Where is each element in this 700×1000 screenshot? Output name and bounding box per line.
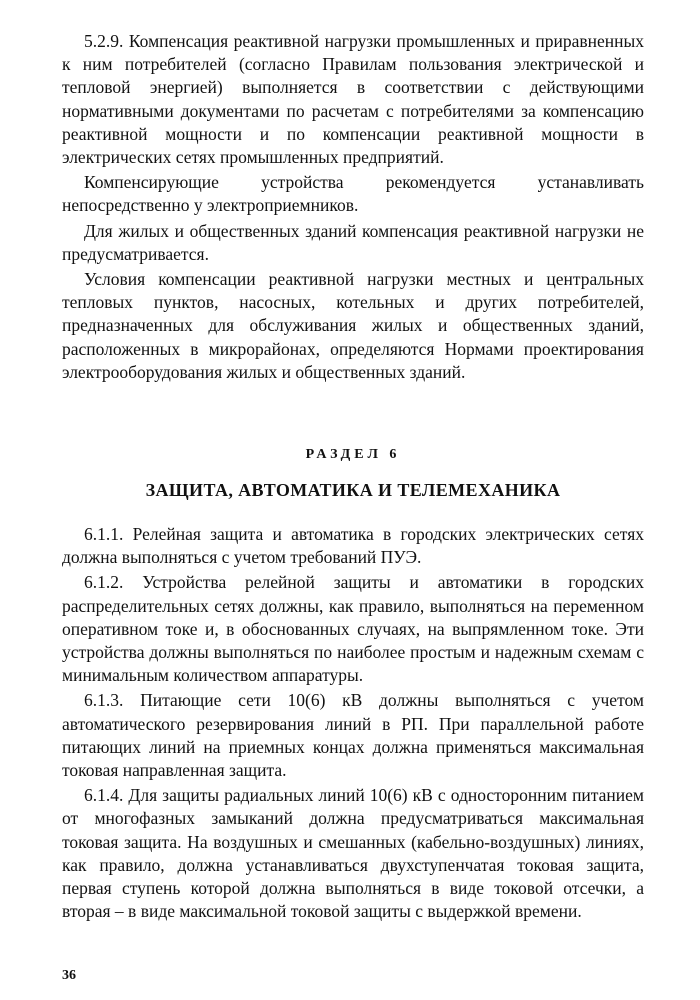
paragraph-residential-buildings: Для жилых и общественных зданий компенсация реактивной нагрузки не предусматривается. [62,220,644,264]
paragraph-6-1-1: 6.1.1. Релейная защита и автоматика в городских электрических сетях должна выполняться с учетом требований ПУЭ. [62,524,644,568]
page-number: 36 [62,968,76,983]
paragraph-6-1-3: 6.1.3. Питающие сети 10(6) кВ должны выполняться с учетом автоматического резервирования линий в РП. При параллельной работе питающих линий на приемных концах должна применяться максимальная токовая направленная защита. [62,690,644,781]
section-title: ЗАЩИТА, АВТОМАТИКА И ТЕЛЕМЕХАНИКА [145,480,561,500]
paragraph-compensating-devices: Компенсирующие устройства рекомендуется устанавливать непосредственно у электроприемников. [62,172,644,216]
document-page [62,30,644,983]
section-text [62,523,644,925]
paragraph-6-1-2: 6.1.2. Устройства релейной защиты и автоматики в городских распределительных сетях должны, как правило, выполняться на переменном оперативном токе и, в обоснованных случаях, на выпрямленном токе. Эти устройства должны выполняться по наиболее простым и надежным схемам с минимальным количеством аппаратуры. [62,572,644,686]
paragraph-compensation-conditions: Условия компенсации реактивной нагрузки местных и центральных тепловых пунктов, насосных, котельных и других потребителей, предназначенных для обслуживания жилых и общественных зданий, расположенных в микрорайонах, определяются Нормами проектирования электрооборудования жилых и общественных зданий. [62,269,644,382]
paragraph-5-2-9: 5.2.9. Компенсация реактивной нагрузки промышленных и приравненных к ним потребителей (согласно Правилам пользования электрической и тепловой энергией) выполняется в соответствии с действующими нормативными документами по расчетам с потребителями за компенсацию реактивной мощности и по компенсации реактивной мощности в электрических сетях промышленных предприятий. [62,31,644,168]
section-label: РАЗДЕЛ 6 [305,447,401,462]
intro-text [62,30,644,386]
paragraph-6-1-4: 6.1.4. Для защиты радиальных линий 10(6) кВ с односторонним питанием от многофазных замыканий должна предусматриваться максимальная токовая защита. На воздушных и смешанных (кабельно-воздушных) линиях, как правило, должна устанавливаться двухступенчатая токовая защита, первая ступень которой должна выполняться в виде токовой отсечки, а вторая – в виде максимальной токовой защиты с выдержкой времени. [62,785,644,922]
